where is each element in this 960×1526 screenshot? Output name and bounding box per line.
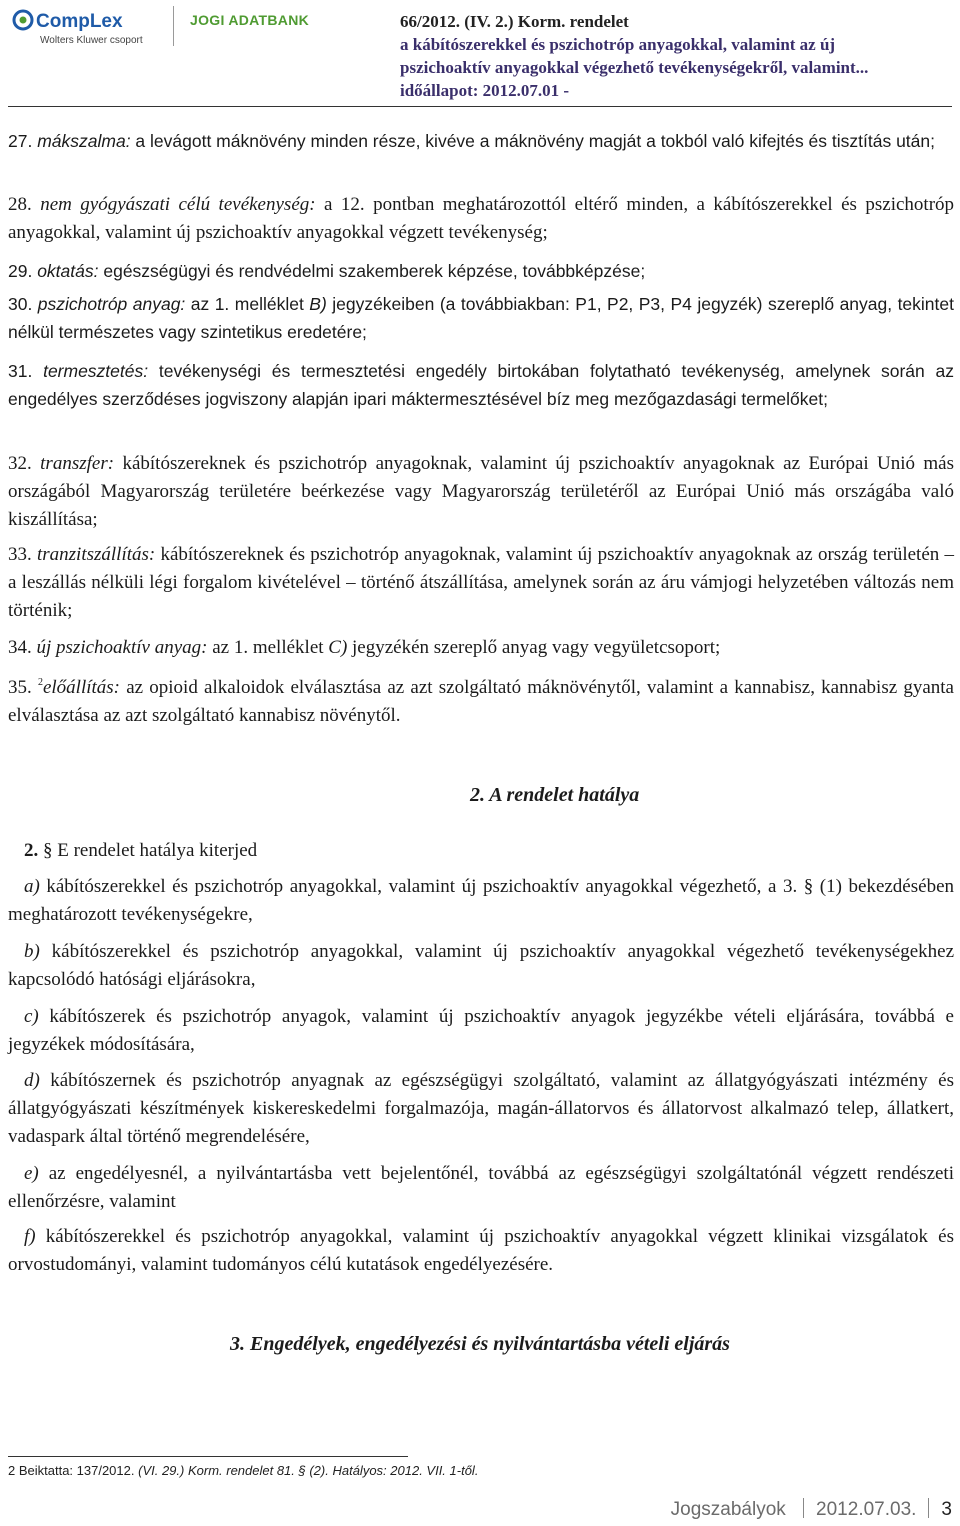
point-mark: f) — [24, 1226, 36, 1247]
point-text: kábítószerek és pszichotróp anyagok, valamint új pszichoaktív anyagok jegyzékbe vételi eljárására, továbbá e jegyzékek módosítására, — [8, 1006, 954, 1055]
item-number: 28. — [8, 194, 32, 215]
item-text: az 1. melléklet — [185, 294, 310, 314]
jogi-adatbank-logo — [190, 12, 309, 28]
item-term: mákszalma: — [37, 131, 131, 151]
footer-divider — [928, 1498, 929, 1518]
item-text: kábítószereknek és pszichotróp anyagoknak, valamint új pszichoaktív anyagoknak az ország területén – a leszállás nélküli légi forgalom kivételével – történő átszállítása, amelynek során az áru vámjogi helyzetében változás nem történik; — [8, 544, 954, 621]
header-divider — [173, 6, 174, 46]
complex-logo-mark — [10, 6, 162, 48]
point-mark: d) — [24, 1070, 40, 1091]
item-text: egészségügyi és rendvédelmi szakemberek képzése, továbbképzése; — [98, 261, 646, 281]
point-d — [8, 1067, 954, 1151]
definition-item-29 — [8, 257, 954, 285]
point-text: kábítószernek és pszichotróp anyagnak az egészségügyi szolgáltató, valamint az állatgyógyászati intézmény és állatgyógyászati készítmények kiskereskedelmi forgalmazója, magán-állatorvos és állatorvost alkalmazó telep, állatkert, vadaspark által történő megrendelésére, — [8, 1070, 954, 1147]
item-text: az opioid alkaloidok elválasztása az azt szolgáltató máknövénytől, valamint a kannabisz, kannabisz gyanta elválasztása az azt szolgáltató kannabisz növénytől. — [8, 677, 954, 726]
paragraph-text: E rendelet hatálya kiterjed — [52, 840, 258, 861]
definition-item-32 — [8, 450, 954, 534]
footnote — [8, 1463, 478, 1478]
item-term: oktatás: — [37, 261, 99, 281]
document-title: 66/2012. (IV. 2.) Korm. rendelet — [400, 12, 629, 31]
header-rule — [8, 106, 952, 107]
document-status: időállapot: 2012.07.01 - — [400, 81, 570, 100]
point-mark: e) — [24, 1163, 39, 1184]
page-footer — [671, 1498, 952, 1521]
item-term: pszichotróp anyag: — [37, 294, 186, 314]
document-subtitle-line2: pszichoaktív anyagokkal végezhető tevékenységekről, valamint... — [400, 58, 869, 77]
footer-date: 2012.07.03. — [816, 1499, 917, 1520]
footnote-text-italic: (VI. 29.) Korm. rendelet 81. § (2). Hatályos: 2012. VII. 1-től. — [138, 1463, 479, 1478]
item-text: a 12. pontban meghatározottól eltérő minden, a kábítószerekkel és pszichotróp anyagokkal, valamint új pszichoaktív anyagokkal végzett tevékenység; — [8, 194, 955, 243]
item-term: új pszichoaktív anyag: — [36, 637, 208, 658]
document-subtitle-line1: a kábítószerekkel és pszichotróp anyagokkal, valamint az új — [400, 35, 836, 54]
item-text: az 1. melléklet — [207, 637, 329, 658]
point-c — [8, 1003, 954, 1059]
footer-source: Jogszabályok — [670, 1499, 786, 1520]
item-number: 33. — [8, 544, 32, 565]
point-f — [8, 1223, 954, 1279]
item-number: 35. — [8, 677, 32, 698]
footnote-text: 2 Beiktatta: 137/2012. — [8, 1463, 139, 1478]
point-text: kábítószerekkel és pszichotróp anyagokkal, valamint új pszichoaktív anyagokkal végezhető tevékenységekhez kapcsolódó hatósági eljárásokra, — [8, 941, 954, 990]
logo1-name: CompLex — [36, 11, 123, 32]
complex-logo — [10, 6, 162, 48]
definition-item-31 — [8, 357, 954, 413]
item-text: kábítószereknek és pszichotróp anyagoknak, valamint új pszichoaktív anyagoknak az Európai Unió más országából Magyarország területére beérkezése vagy Magyarország területéről az Európai Unió más országába való kiszállítása; — [8, 453, 954, 530]
definition-item-34 — [8, 634, 954, 662]
logo1-sub: Wolters Kluwer csoport — [40, 35, 143, 46]
point-e — [8, 1160, 954, 1216]
point-text: kábítószerekkel és pszichotróp anyagokkal, valamint új pszichoaktív anyagokkal végezhető, a 3. § (1) bekezdésében meghatározott tevékenységekre, — [8, 876, 954, 925]
footer-divider — [803, 1498, 804, 1518]
item-number: 27. — [8, 131, 33, 151]
section-2-heading: 2. A rendelet hatálya — [470, 784, 640, 806]
paragraph-2 — [24, 837, 924, 865]
item-term-ref: C) — [328, 637, 348, 658]
point-a — [8, 873, 954, 929]
point-mark: b) — [24, 941, 40, 962]
item-term: tranzitszállítás: — [36, 544, 156, 565]
item-number: 32. — [8, 453, 32, 474]
definition-item-30 — [8, 290, 954, 346]
point-text: kábítószerekkel és pszichotróp anyagokkal, valamint új pszichoaktív anyagokkal végzett klinikai vizsgálatok és orvostudományi, valamint tudományos célú kutatások engedélyezésére. — [8, 1226, 954, 1275]
item-text: tevékenységi és termesztetési engedély birtokában folytatható tevékenység, amelynek során az engedélyes szerződéses jogviszony alapján ipari máktermesztésével bíz meg mezőgazdasági termelőket; — [8, 361, 954, 409]
document-header — [400, 10, 940, 102]
item-text-cont: jegyzékén szereplő anyag vagy vegyületcsoport; — [347, 637, 721, 658]
section-3-heading: 3. Engedélyek, engedélyezési és nyilvántartásba vételi eljárás — [230, 1333, 730, 1355]
item-term-ref: B) — [309, 294, 327, 314]
item-term: transzfer: — [40, 453, 115, 474]
footnote-marker: 2 — [37, 677, 43, 688]
item-number: 31. — [8, 361, 33, 381]
point-mark: a) — [24, 876, 40, 897]
definition-item-27 — [8, 127, 954, 155]
point-b — [8, 938, 954, 994]
definition-item-33 — [8, 541, 954, 625]
item-text-cont: jegyzékeiben (a továbbiakban: P1, P2, P3, P4 jegyzék) szereplő anyag, tekintet nélkül természetes vagy szintetikus eredetére; — [8, 294, 954, 342]
definition-item-28 — [8, 191, 954, 247]
paragraph-sign: § — [43, 840, 53, 861]
footnote-rule — [8, 1456, 408, 1457]
page-number: 3 — [941, 1499, 952, 1520]
logo2-name: JOGI ADATBANK — [190, 12, 310, 28]
item-term: előállítás: — [42, 677, 121, 698]
item-number: 29. — [8, 261, 33, 281]
point-text: az engedélyesnél, a nyilvántartásba vett bejelentőnél, továbbá az egészségügyi szolgáltatónál végzett rendészeti ellenőrzésre, valamint — [8, 1163, 954, 1212]
point-mark: c) — [24, 1006, 39, 1027]
item-number: 30. — [8, 294, 33, 314]
item-text: a levágott máknövény minden része, kivéve a máknövény magját a tokból való kifejtés és tisztítás után; — [130, 131, 935, 151]
definition-item-35 — [8, 674, 954, 730]
item-term: nem gyógyászati célú tevékenység: — [40, 194, 316, 215]
item-term: termesztetés: — [43, 361, 149, 381]
paragraph-number: 2. — [24, 840, 39, 861]
item-number: 34. — [8, 637, 32, 658]
